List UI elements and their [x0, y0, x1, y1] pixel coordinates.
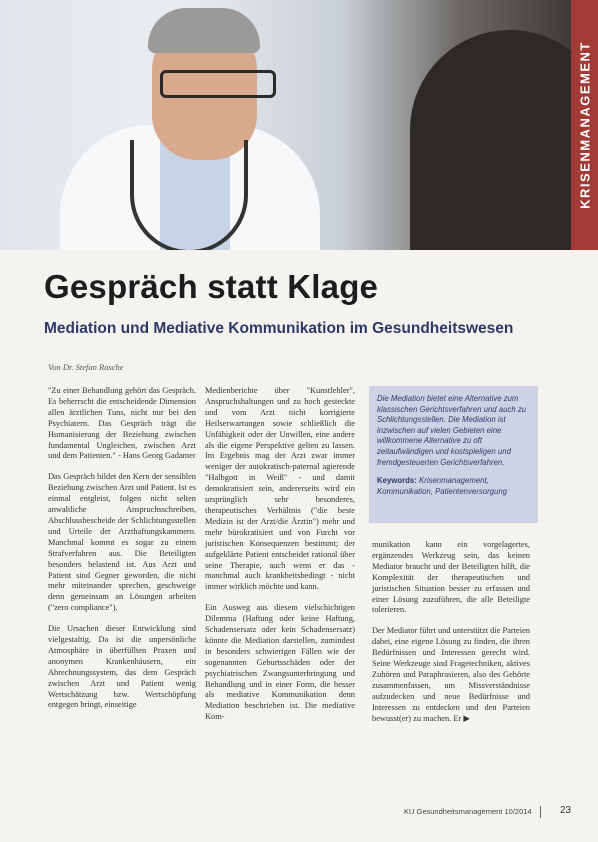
abstract-text: Die Mediation bietet eine Alternative zum klassischen Gerichtsverfahren und auch zu Schlichtungsstellen. Die Mediation ist inzwischen auf vielen Gebieten eine willkommene Alternative zu oft zeitaufwändigen und kostspieligen und fremdgesteuerten Gerichtsverfahren.: [377, 394, 527, 467]
doctor-hair: [148, 8, 260, 53]
paragraph: munikation kann ein vorgelagertes, ergänzendes Werkzeug sein, das keinen Mediator braucht und der Beteiligten hilft, die Komplexität der therapeutischen und juristischen Situation besser zu erfassen und einer Lösung zuzuführen, die alle Beteiligte tolerieren.: [372, 540, 530, 615]
paragraph: Der Mediator führt und unterstützt die Parteien dabei, eine eigene Lösung zu finden, die ihren Bedürfnissen und Interessen gerecht wird. Seine Werkzeuge sind Fragetechniken, aktives Zuhören und Paraphrasieren, also des Gehörte zusammenfassen, um Missverständnisse aufzudecken und neue Bedürfnisse und Interessen zu entdecken und den Parteien bewusst(er) zu machen. Er ▶: [372, 626, 530, 723]
opening-quote: "Zu einer Behandlung gehört das Gespräch. Es beherrscht die entscheidende Dimension allen ärztlichen Tuns, nicht nur bei den Psychiatern. Das Gespräch trägt die Humanisierung der Beziehung zwischen fundamental Ungleichen, zwischen Arzt und dem Patienten." - Hans Georg Gadamer: [48, 386, 196, 461]
stethoscope-icon: [130, 140, 248, 250]
article-title: Gespräch statt Klage: [44, 268, 379, 305]
paragraph: Ein Ausweg aus diesem vielschichtigen Dilemma (Haftung oder keine Haftung, Schadensersatz oder kein Schadensersatz) könnte die Mediation darstellen, zumindest in besonders schwierigen Fällen wie der sogenannten Geburtsschäden oder der psychiatrischen Zwangsunterbringung und Behandlung und in einer Form, die besser als mediative Kommunikation denn Mediation beschrieben ist. Die mediative Kom-: [205, 603, 355, 722]
text-column-2: [205, 386, 355, 733]
section-tab: [571, 0, 598, 250]
journal-footer: KU Gesundheitsmanagement 10/2014: [404, 807, 532, 816]
article-subtitle: Mediation und Mediative Kommunikation im Gesundheitswesen: [44, 320, 514, 337]
paragraph: Die Ursachen dieser Entwicklung sind vielgestaltig. Da ist die unpersönliche Atmosphäre in überfüllten Praxen und anonymen Krankenhäusern, ein Abrechnungssystem, das dem Gespräch zwischen Arzt und Patient wenig Wertschätzung bzw. Wertschöpfung entgegen bringt, einseitige: [48, 624, 196, 710]
footer-divider: [540, 806, 541, 818]
glasses-icon: [160, 70, 276, 98]
section-tab-label: KRISENMANAGEMENT: [577, 41, 592, 209]
page-number: 23: [560, 805, 572, 816]
abstract-box: [369, 386, 538, 523]
text-column-1: [48, 386, 196, 721]
paragraph: Das Gespräch bildet den Kern der sensiblen Beziehung zwischen Arzt und Patient. Ist es einmal entgleist, folgen nicht selten anwaltliche Anspruchsschreiben, Abschlussbescheide der Schlichtungsstellen und Urteile der Arzthaftungskammern. Manchmal kommt es sogar zu einem Strafverfahren aus. Die Beteiligten besonders belastend ist. Aus Arzt und Patient sind Gegner geworden, die nicht mehr miteinander sprechen, geschweige denn gemeinsam an Lösungen arbeiten ("zero compliance").: [48, 472, 196, 613]
patient-silhouette: [410, 30, 571, 250]
keywords: [377, 476, 530, 497]
paragraph: Medienberichte über "Kunstfehler", Anspruchshaltungen und zu hoch gesteckte und vom Arzt nicht korrigierte Heilserwartungen sowie schließlich die Unfähigkeit oder der Unwillen, eine andere als die eigene Perspektive gelten zu lassen. Im Ergebnis mag der Arzt zwar immer weniger der autokratisch-paternal agierende "Halbgott in Weiß" - und damit demokratisiert sein, andererseits wird ein ursprünglich sehr besonderes, therapeutisches Verhältnis ("die beste Medizin ist der Arzt/die Ärztin") mehr und mehr bürokratisiert und von Furcht vor juristischen Konsequenzen bestimmt; der aufgeklärte Patient entscheidet rational über seine Therapie, auch wenn er das - manchmal auch krankheitsbedingt - nicht immer wirklich möchte und kann.: [205, 386, 355, 592]
keywords-label: Keywords:: [377, 476, 417, 486]
keywords-list: Krisenmanagement, Kommunikation, Patientenversorgung: [377, 476, 508, 496]
header-photo: [0, 0, 571, 250]
text-column-3: [372, 540, 530, 735]
byline: Von Dr. Stefan Rasche: [48, 362, 124, 372]
